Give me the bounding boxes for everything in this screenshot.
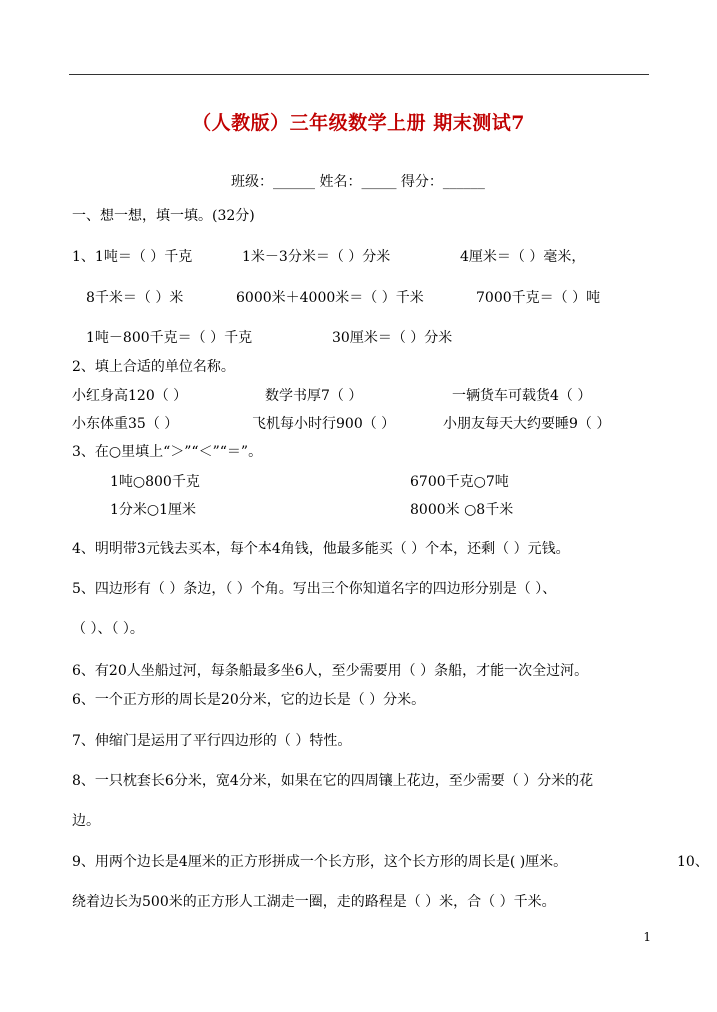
q3-item: 8000米 ○8千米 (410, 502, 514, 518)
q3-item: 6700千克○7吨 (410, 474, 509, 490)
question-10: 绕着边长为500米的正方形人工湖走一圈，走的路程是（ ）米，合（ ）千米。 (72, 894, 556, 910)
question-5-line2: （ ）、（ ）。 (72, 621, 144, 637)
q1-item: 1、1吨＝（ ）千克 (72, 249, 193, 265)
section-heading: 一、想一想，填一填。(32分) (72, 208, 255, 224)
question-heading: 3、在○里填上“＞”“＜”“＝”。 (72, 444, 263, 460)
header-fields: 班级：______ 姓名：_____ 得分：______ (231, 174, 485, 190)
header-rule (69, 74, 649, 75)
question-8-line1: 8、一只枕套长6分米，宽4分米，如果在它的四周镶上花边，至少需要（ ）分米的花 (72, 773, 594, 789)
q2-item: 小东体重35（ ） (72, 416, 179, 432)
q1-item: 7000千克＝（ ）吨 (476, 290, 601, 306)
question-6b: 6、一个正方形的周长是20分米，它的边长是（ ）分米。 (72, 692, 426, 708)
q3-item: 1分米○1厘米 (110, 502, 197, 518)
question-7: 7、伸缩门是运用了平行四边形的（ ）特性。 (72, 733, 352, 749)
question-4: 4、明明带3元钱去买本，每个本4角钱，他最多能买（ ）个本，还剩（ ）元钱。 (72, 541, 570, 557)
q3-item: 1吨○800千克 (110, 474, 200, 490)
q1-item: 1吨－800千克＝（ ）千克 (86, 330, 253, 346)
q1-item: 6000米＋4000米＝（ ）千米 (236, 290, 424, 306)
question-5-line1: 5、四边形有（ ）条边，（ ）个角。写出三个你知道名字的四边形分别是（ ）、 (72, 581, 557, 597)
q2-item: 数学书厚7（ ） (265, 388, 363, 404)
question-8-line2: 边。 (72, 813, 100, 829)
q2-item: 飞机每小时行900（ ） (252, 416, 396, 432)
question-heading: 2、填上合适的单位名称。 (72, 359, 235, 375)
q1-item: 30厘米＝（ ）分米 (332, 330, 453, 346)
page-number: 1 (643, 930, 651, 944)
q2-item: 小朋友每天大约要睡9（ ） (443, 416, 611, 432)
q1-item: 8千米＝（ ）米 (86, 290, 184, 306)
page-title: （人教版）三年级数学上册 期末测试7 (192, 112, 525, 134)
question-9: 9、用两个边长是4厘米的正方形拼成一个长方形，这个长方形的周长是( )厘米。 (72, 854, 568, 870)
q1-item: 1米－3分米＝（ ）分米 (242, 249, 391, 265)
q2-item: 小红身高120（ ） (72, 388, 188, 404)
question-10-number: 10、 (677, 854, 709, 870)
q1-item: 4厘米＝（ ）毫米， (460, 249, 586, 265)
question-6a: 6、有20人坐船过河，每条船最多坐6人，至少需要用（ ）条船，才能一次全过河。 (72, 663, 589, 679)
q2-item: 一辆货车可载货4（ ） (452, 388, 592, 404)
